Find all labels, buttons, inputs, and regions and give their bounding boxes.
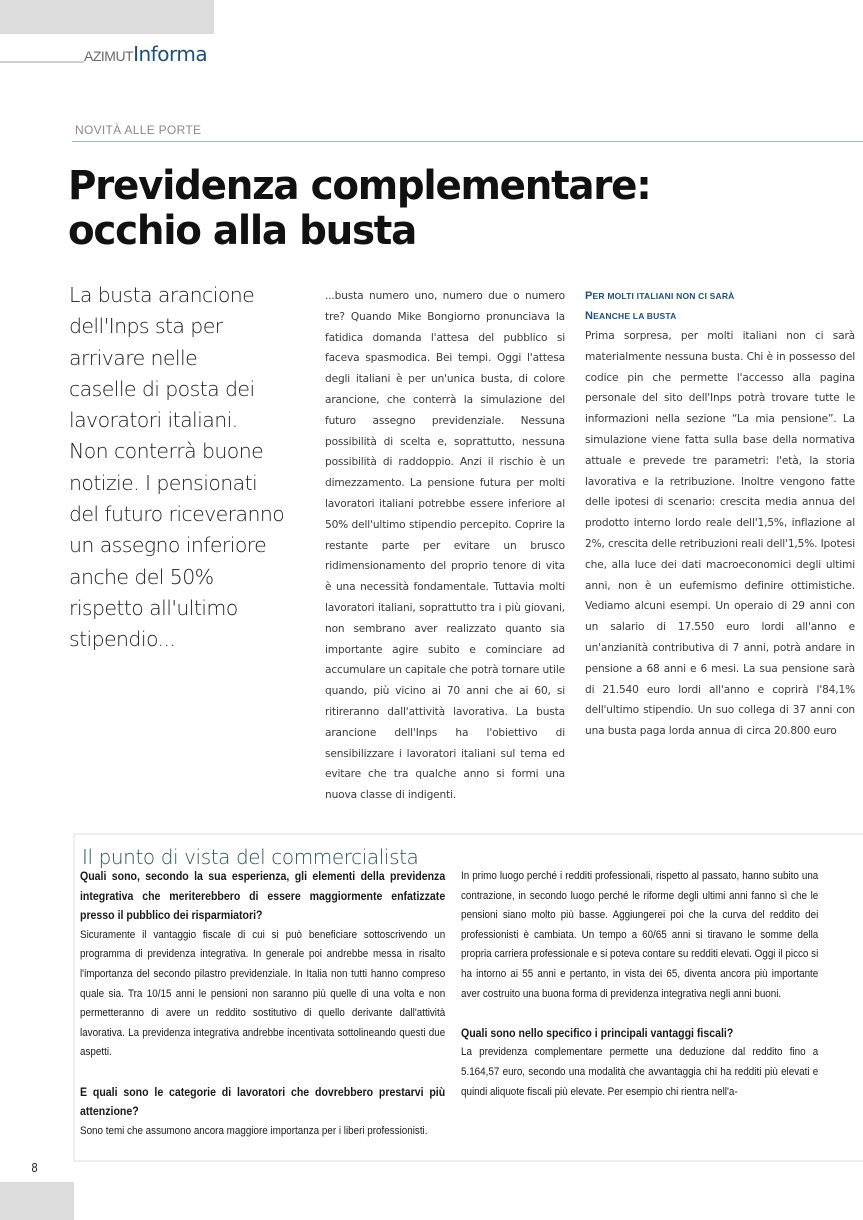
footer-gray-band [0, 1182, 74, 1220]
title-line-1: Previdenza complementare: [68, 163, 651, 209]
lead-line: stipendio... [69, 627, 176, 652]
lead-line: caselle di posta dei [69, 376, 255, 401]
interview-box-title: Il punto di vista del commercialista [82, 845, 419, 869]
kicker-divider [72, 141, 863, 142]
body-paragraph: ...busta numero uno, numero due o numero tre? Quando Mike Bongiorno pronunciava la fatidica domanda l'attesa del pubblico si faceva spasmodica. Bei tempi. Oggi l'attesa degli italiani è per un'unica busta, di colore arancione, che conterrà la simulazione del futuro assegno previdenziale. Nessuna possibilità di scelta e, soprattutto, nessuna possibilità di raddoppio. Anzi il rischio è un dimezzamento. La pensione futura per molti lavoratori italiani potrebbe essere inferiore al 50% dell'ultimo stipendio percepito. Coprire la restante parte per evitare un brusco ridimensionamento del proprio tenore di vita è una necessità fondamentale. Tuttavia molti lavoratori italiani, soprattutto tra i più giovani, non sembrano aver realizzato quanto sia importante agire subito e cominciare ad accumulare un capitale che potrà tornare utile quando, più vicino ai 70 anni che ai 60, si ritireranno dall'attività lavorativa. La busta arancione dell'Inps ha l'obiettivo di sensibilizzare i lavoratori italiani sul tema ed evitare che tra qualche anno si formi una nuova classe di indigenti. [325, 290, 565, 802]
interview-answer: La previdenza complementare permette una deduzione dal reddito fino a 5.164,57 euro, secondo una modalità che avvantaggia chi ha redditi più elevati e quindi aliquote fiscali più elevate. Per esempio chi rientra nell'a- [461, 1046, 819, 1098]
interview-answer: Sono temi che assumono ancora maggiore importanza per i liberi professionisti. [80, 1124, 428, 1137]
lead-line: dell'Inps sta per [69, 314, 223, 339]
spacer [461, 1004, 818, 1024]
spacer [80, 1063, 445, 1083]
article-title [68, 164, 650, 254]
interview-answer: In primo luogo perché i redditi professionali, rispetto al passato, hanno subito una contrazione, in secondo luogo perché le riforme degli ultimi anni fanno sì che le pensioni siano molto più basse. Aggiungerei poi che la curva del reddito dei professionisti è cambiata. Un tempo a 60/65 anni si tiravano le somme della propria carriera professionale e si poteva contare su redditi elevati. Oggi il picco si ha intorno ai 55 anni e pertanto, in vista dei 65, diventa ancora più importante aver costruito una buona forma di previdenza integrativa negli anni buoni. [461, 870, 819, 1000]
section-kicker: NOVITÀ ALLE PORTE [75, 123, 202, 137]
article-lead [69, 280, 309, 656]
subheading-line-1: PER MOLTI ITALIANI NON CI SARÀ [585, 290, 735, 302]
interview-question: E quali sono le categorie di lavoratori che dovrebbero prestarvi più attenzione? [80, 1084, 446, 1119]
logo-name: Informa [133, 42, 208, 66]
lead-line: un assegno inferiore [69, 533, 267, 558]
header-rule [0, 61, 84, 63]
page-number: 8 [31, 1160, 38, 1175]
lead-line: Non conterrà buone [69, 439, 264, 464]
lead-line: notizie. I pensionati [69, 470, 258, 495]
interview-column-right [461, 867, 818, 1102]
article-column-right [585, 286, 855, 742]
lead-line: lavoratori italiani. [69, 408, 238, 433]
logo-prefix: AZIMUT [84, 48, 134, 64]
interview-question: Quali sono, secondo la sua esperienza, gli elementi della previdenza integrativa che meriterebbero di essere maggiormente enfatizzate presso il pubblico dei risparmiatori? [80, 869, 446, 923]
subheading-line-2: NEANCHE LA BUSTA [585, 310, 677, 322]
header-gray-band [0, 0, 214, 34]
article-column-middle [325, 286, 565, 806]
interview-answer: Sicuramente il vantaggio fiscale di cui si può beneficiare sottoscrivendo un programma di previdenza integrativa. In generale poi andrebbe messa in risalto l'importanza del secondo pilastro previdenziale. In Italia non tutti hanno compreso quale sia. Tra 10/15 anni le pensioni non saranno più quelle di una volta e non permetteranno di avere un reddito sostitutivo di quello derivante dall'attività lavorativa. La previdenza integrativa andrebbe incentivata sottolineando questi due aspetti. [80, 928, 446, 1059]
lead-line: del futuro riceveranno [69, 502, 285, 527]
interview-question: Quali sono nello specifico i principali vantaggi fiscali? [461, 1025, 734, 1040]
lead-line: La busta arancione [69, 283, 255, 307]
publication-logo [84, 42, 207, 66]
lead-line: rispetto all'ultimo [69, 595, 238, 620]
body-paragraph: Prima sorpresa, per molti italiani non ci sarà materialmente nessuna busta. Chi è in possesso del codice pin che permette l'accesso alla pagina personale del sito dell'Inps potrà trovare tutte le informazioni nella sezione “La mia pensione”. La simulazione viene fatta sulla base della normativa attuale e prevede tre parametri: l'età, la storia lavorativa e la retribuzione. Inoltre vengono fatte delle ipotesi di scenario: crescita media annua del prodotto interno lordo reale dell'1,5%, inflazione al 2%, crescita delle retribuzioni reali dell'1,5%. Ipotesi che, alla luce dei dati macroeconomici degli ultimi anni, non è un eufemismo definire ottimistiche. Vediamo alcuni esempi. Un operaio di 29 anni con un salario di 17.550 euro lordi all'anno e un'anzianità contributiva di 7 anni, potrà andare in pensione a 68 anni e 6 mesi. La sua pensione sarà di 21.540 euro lordi all'anno e coprirà l'84,1% dell'ultimo stipendio. Un suo collega di 37 anni con una busta paga lorda annua di circa 20.800 euro [585, 330, 856, 738]
interview-column-left [80, 867, 445, 1141]
lead-line: anche del 50% [69, 564, 214, 589]
title-line-2: occhio alla busta [68, 208, 417, 254]
lead-line: arrivare nelle [69, 345, 198, 370]
